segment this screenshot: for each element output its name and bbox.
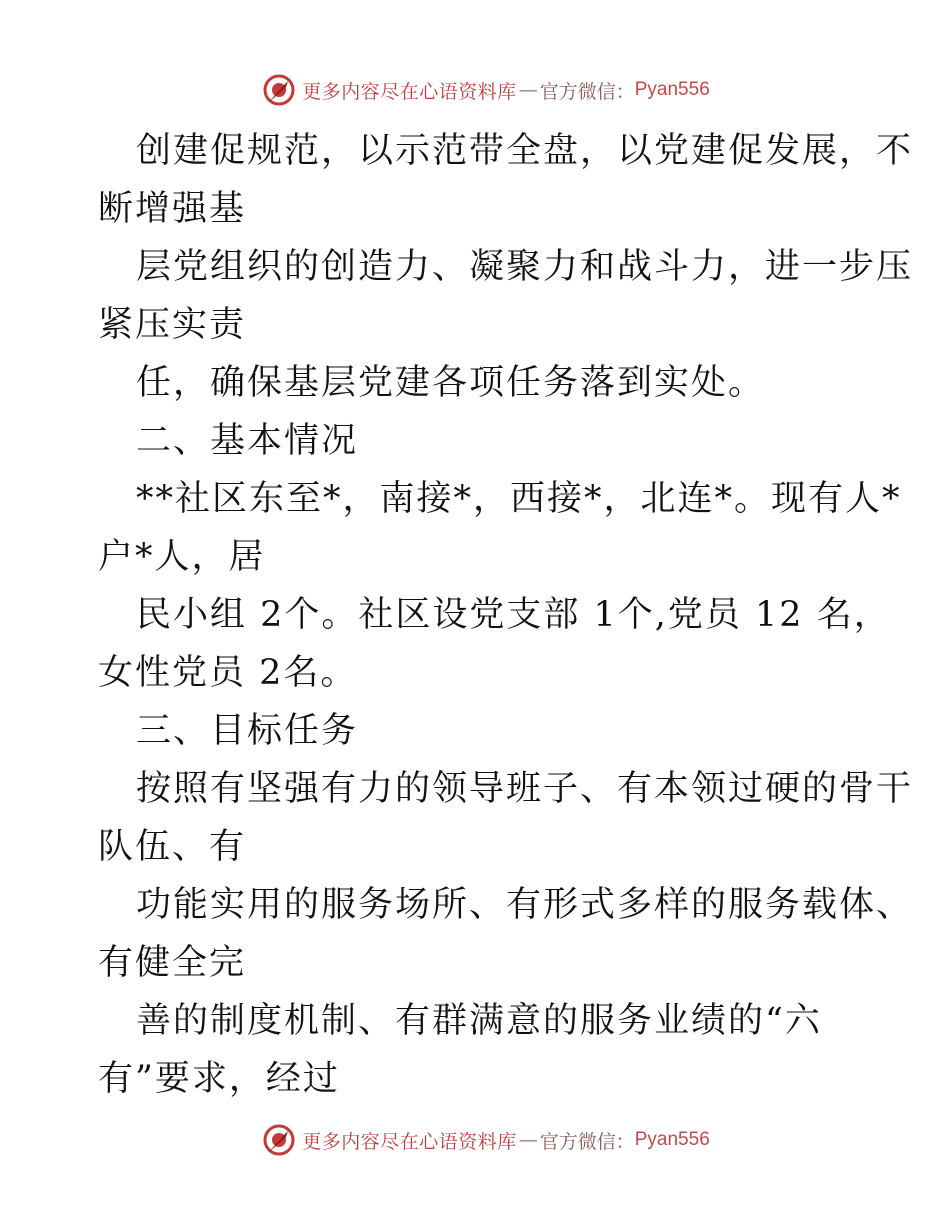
- quill-logo-icon: [262, 1123, 296, 1157]
- section-heading: 二、基本情况: [136, 421, 359, 461]
- body-line: 断增强基: [98, 189, 247, 229]
- body-line: 紧压实责: [98, 305, 247, 345]
- watermark-separator: —: [518, 79, 538, 101]
- watermark-group: [262, 73, 710, 107]
- header-watermark: [0, 70, 950, 110]
- body-line: 按照有坚强有力的领导班子、有本领过硬的骨干: [136, 769, 914, 809]
- quill-logo-icon: [262, 73, 296, 107]
- body-line: 任，确保基层党建各项任务落到实处。: [136, 363, 766, 403]
- watermark-brand: 更多内容尽在心语资料库: [302, 80, 517, 103]
- body-line: **社区东至*，南接*，西接*，北连*。现有人*: [136, 479, 902, 519]
- watermark-separator: —: [518, 1129, 538, 1151]
- body-line: 民小组 2个。社区设党支部 1个,党员 12 名，: [136, 595, 891, 635]
- body-line: 层党组织的创造力、凝聚力和战斗力，进一步压: [136, 247, 914, 287]
- body-line: 户*人，居: [98, 537, 266, 577]
- section-heading: 三、目标任务: [136, 711, 359, 751]
- body-line: 有健全完: [98, 943, 247, 983]
- body-line: 善的制度机制、有群满意的服务业绩的“六: [136, 1001, 822, 1041]
- body-line: 有”要求，经过: [98, 1059, 340, 1099]
- watermark-wechat-id: Pyan556: [634, 79, 710, 100]
- document-body: [98, 122, 914, 1108]
- watermark-wechat-label: 官方微信：: [539, 1130, 635, 1153]
- watermark-wechat-id: Pyan556: [634, 1129, 710, 1150]
- body-line: 功能实用的服务场所、有形式多样的服务载体、: [136, 885, 914, 925]
- watermark-group: [262, 1123, 710, 1157]
- footer-watermark: [0, 1120, 950, 1160]
- body-line: 创建促规范，以示范带全盘，以党建促发展，不: [136, 131, 914, 171]
- body-line: 队伍、有: [98, 827, 247, 867]
- body-line: 女性党员 2名。: [98, 653, 358, 693]
- watermark-wechat-label: 官方微信：: [539, 80, 635, 103]
- watermark-brand: 更多内容尽在心语资料库: [302, 1130, 517, 1153]
